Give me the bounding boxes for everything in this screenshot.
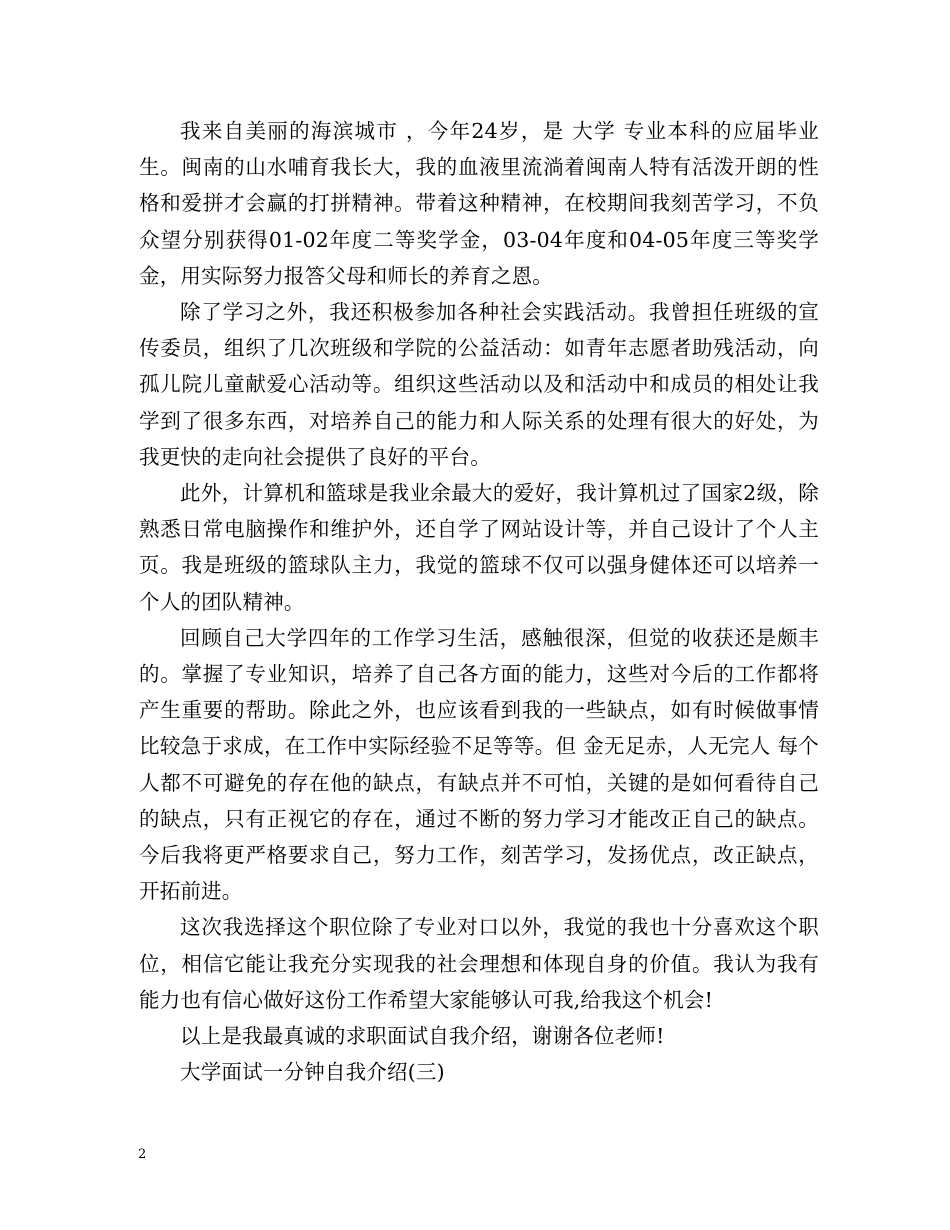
paragraph-hobbies: 此外，计算机和篮球是我业余最大的爱好，我计算机过了国家2级，除熟悉日常电脑操作和维护外，还自学了网站设计等，并自己设计了个人主页。我是班级的篮球队主力，我觉的篮球不仅可以强身健体还可以培养一个人的团队精神。 <box>139 481 819 614</box>
paragraph-social-activities: 除了学习之外，我还积极参加各种社会实践活动。我曾担任班级的宣传委员，组织了几次班级和学院的公益活动：如青年志愿者助残活动，向孤儿院儿童献爱心活动等。组织这些活动以及和活动中和成员的相处让我学到了很多东西，对培养自己的能力和人际关系的处理有很大的好处，为我更快的走向社会提供了良好的平台。 <box>139 300 819 469</box>
page-number: 2 <box>138 1147 147 1162</box>
paragraph-reflection: 回顾自己大学四年的工作学习生活，感触很深，但觉的收获还是颇丰的。掌握了专业知识，培养了自己各方面的能力，这些对今后的工作都将产生重要的帮助。除此之外，也应该看到我的一些缺点，如有时候做事情比较急于求成，在工作中实际经验不足等等。但 金无足赤，人无完人 每个人都不可避免的存在他的缺点，有缺点并不可怕，关键的是如何看待自己的缺点，只有正视它的存在，通过不断的努力学习才能改正自己的缺点。今后我将更严格要求自己，努力工作，刻苦学习，发扬优点，改正缺点，开拓前进。 <box>139 625 819 904</box>
paragraph-closing: 以上是我最真诚的求职面试自我介绍，谢谢各位老师! <box>180 1024 665 1049</box>
document-body <box>139 113 819 1090</box>
section-heading: 大学面试一分钟自我介绍(三) <box>180 1060 445 1085</box>
paragraph-introduction: 我来自美丽的海滨城市 ，今年24岁，是 大学 专业本科的应届毕业生。闽南的山水哺育我长大，我的血液里流淌着闽南人特有活泼开朗的性格和爱拼才会赢的打拼精神。带着这种精神，在校期间我刻苦学习，不负众望分别获得01-02年度二等奖学金，03-04年度和04-05年度三等奖学金，用实际努力报答父母和师长的养育之恩。 <box>139 119 819 288</box>
paragraph-job-choice: 这次我选择这个职位除了专业对口以外，我觉的我也十分喜欢这个职位，相信它能让我充分实现我的社会理想和体现自身的价值。我认为我有能力也有信心做好这份工作希望大家能够认可我,给我这个机会! <box>139 915 819 1012</box>
